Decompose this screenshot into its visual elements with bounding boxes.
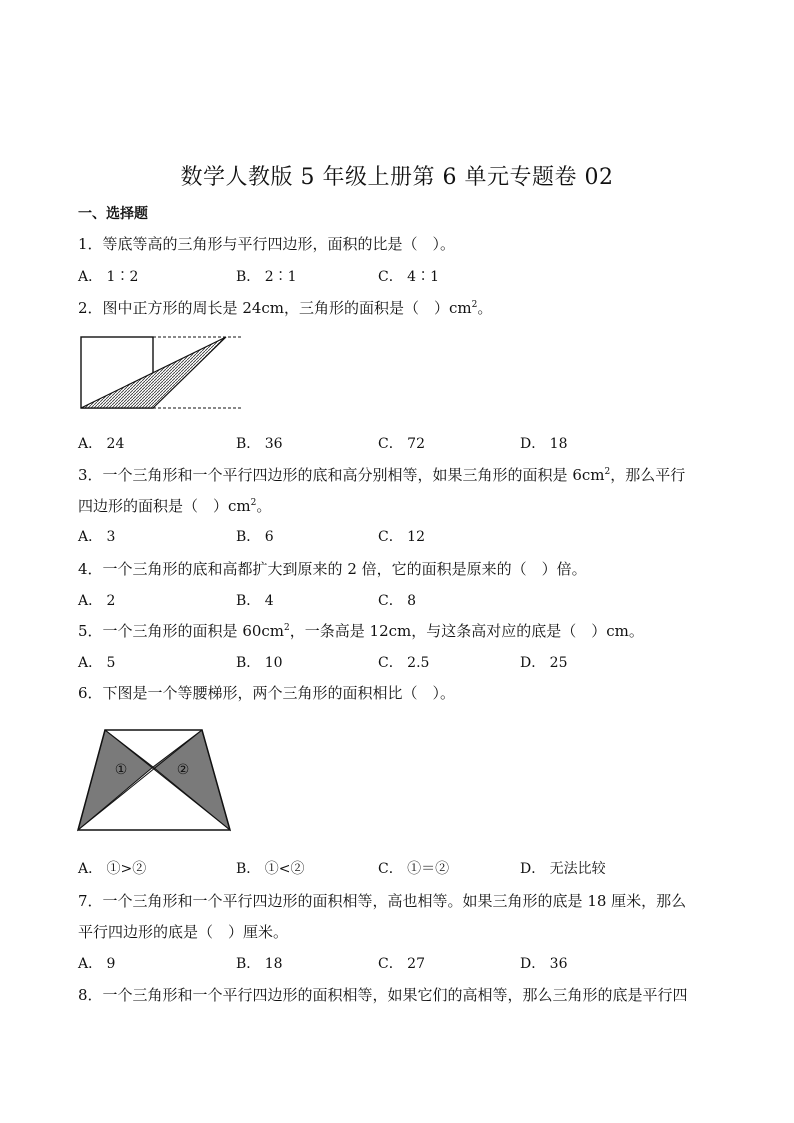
page-title: 数学人教版 5 年级上册第 6 单元专题卷 02 <box>180 165 614 190</box>
q4-option-b: B． 4 <box>236 593 274 609</box>
q3-option-a: A． 3 <box>78 529 116 545</box>
q5-option-a: A． 5 <box>78 655 116 671</box>
q6-option-b: B． ①<② <box>236 861 305 877</box>
q3-option-b: B． 6 <box>236 529 274 545</box>
q5-option-d: D． 25 <box>520 655 568 671</box>
q6-option-d: D． 无法比较 <box>520 861 606 877</box>
question-3-line-2: 四边形的面积是（ ）$cm^2$。 <box>78 497 272 515</box>
q3-option-c: C． 12 <box>378 529 425 545</box>
triangle-2-label: ② <box>176 762 190 778</box>
q2-option-c: C． 72 <box>378 436 425 452</box>
q7-option-c: C． 27 <box>378 956 425 972</box>
q1-option-c: C． 4∶1 <box>378 269 439 285</box>
question-2: 2．图中正方形的周长是 24cm，三角形的面积是（ ）$cm^2$。 <box>78 299 493 317</box>
q4-option-c: C． 8 <box>378 593 417 609</box>
q2-option-d: D． 18 <box>520 436 568 452</box>
question-8-line-1: 8．一个三角形和一个平行四边形的面积相等，如果它们的高相等，那么三角形的底是平行四 <box>78 986 688 1004</box>
q2-option-b: B． 36 <box>236 436 283 452</box>
question-1: 1．等底等高的三角形与平行四边形，面积的比是（ ）。 <box>78 235 456 253</box>
q6-option-c: C． ①＝② <box>378 861 450 877</box>
q7-option-a: A． 9 <box>78 956 116 972</box>
q4-option-a: A． 2 <box>78 593 116 609</box>
q5-option-c: C． 2.5 <box>378 655 430 671</box>
question-7-line-1: 7．一个三角形和一个平行四边形的面积相等，高也相等。如果三角形的底是 18 厘米，那么 <box>78 892 687 910</box>
square-triangle-figure <box>76 333 246 413</box>
triangle-1-label: ① <box>114 762 128 778</box>
triangle-2-shaded <box>153 730 230 830</box>
q1-option-b: B． 2∶1 <box>236 269 297 285</box>
q7-option-d: D． 36 <box>520 956 568 972</box>
q2-option-a: A． 24 <box>78 436 125 452</box>
isosceles-trapezoid-figure <box>75 725 235 835</box>
question-5: 5．一个三角形的面积是 $60cm^2$，一条高是 12cm，与这条高对应的底是（ ）cm。 <box>78 622 644 640</box>
question-7-line-2: 平行四边形的底是（ ）厘米。 <box>78 923 289 941</box>
question-4: 4．一个三角形的底和高都扩大到原来的 2 倍，它的面积是原来的（ ）倍。 <box>78 560 587 578</box>
q1-option-a: A． 1∶2 <box>78 269 139 285</box>
q6-option-a: A． ①>② <box>78 861 147 877</box>
section-heading: 一、选择题 <box>78 206 148 222</box>
triangle-1-shaded <box>78 730 153 830</box>
question-6: 6．下图是一个等腰梯形，两个三角形的面积相比（ ）。 <box>78 684 456 702</box>
question-3-line-1: 3．一个三角形和一个平行四边形的底和高分别相等，如果三角形的面积是 $6cm^2$，那么平行 <box>78 466 686 484</box>
q5-option-b: B． 10 <box>236 655 283 671</box>
q7-option-b: B． 18 <box>236 956 283 972</box>
